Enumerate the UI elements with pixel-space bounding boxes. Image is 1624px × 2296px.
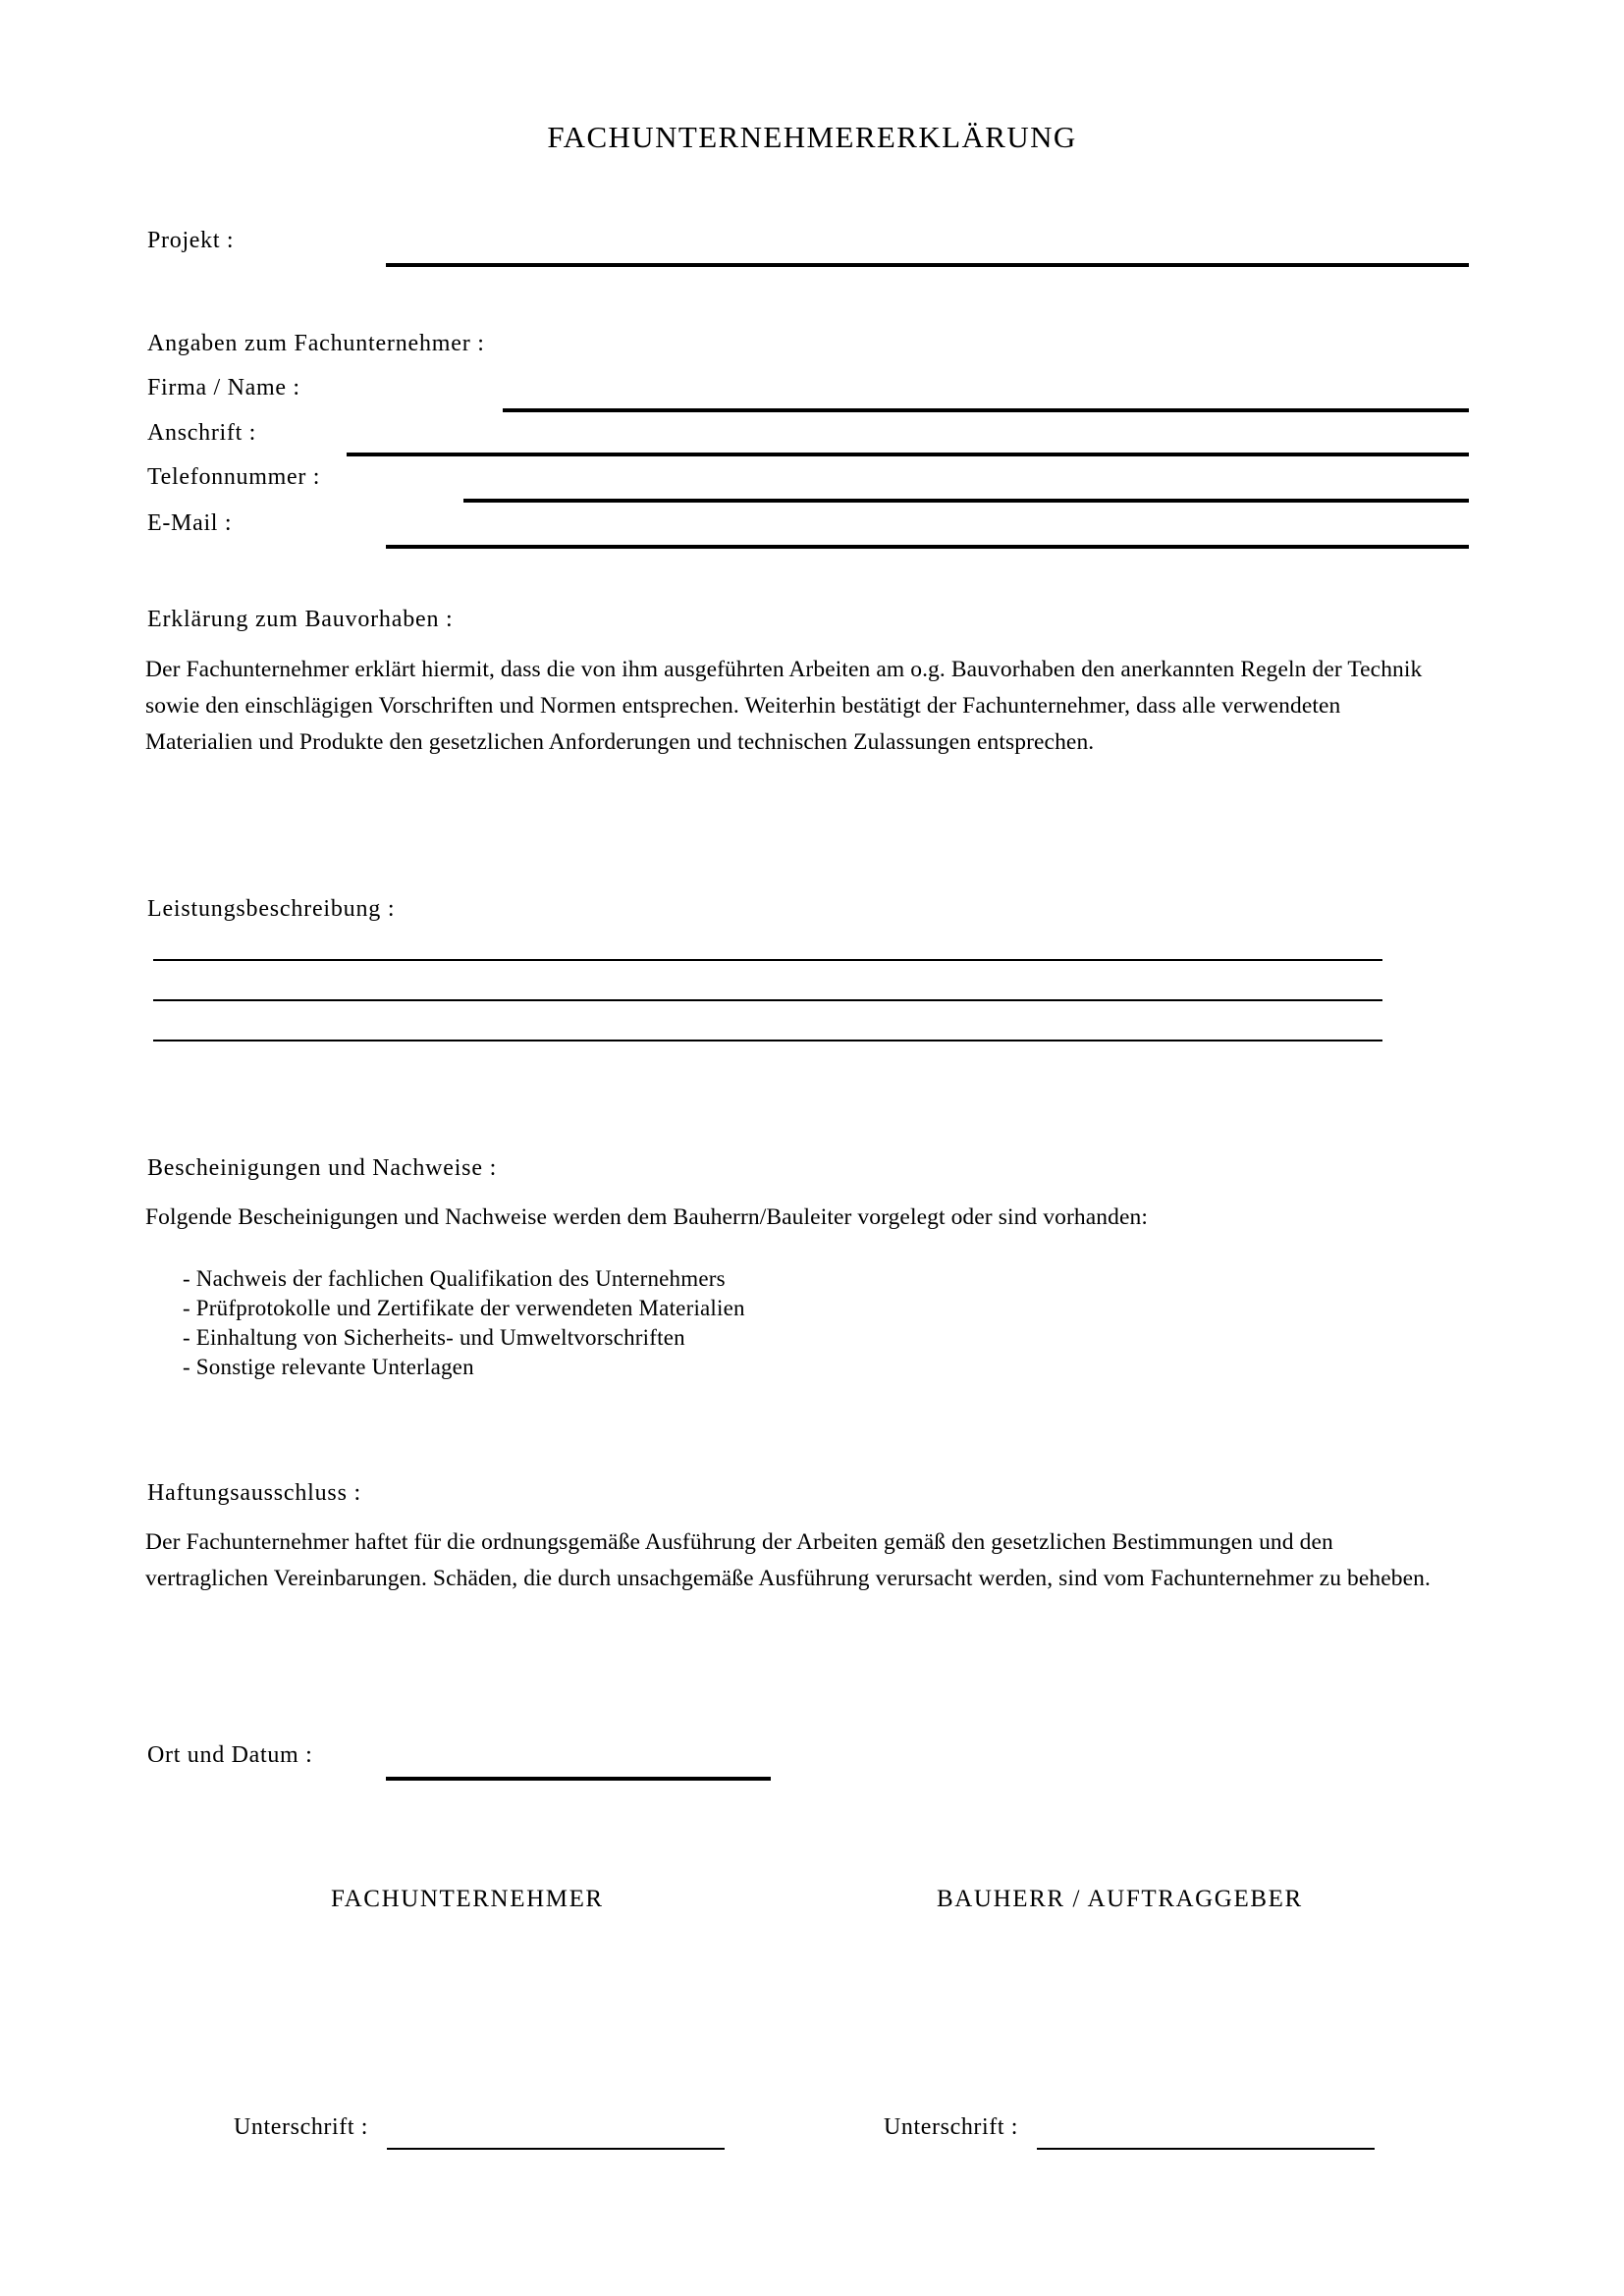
contractor-signature-label: Unterschrift : (234, 2114, 369, 2140)
page-title: FACHUNTERNEHMERERKLÄRUNG (547, 120, 1077, 154)
service-description-line-2[interactable] (153, 999, 1382, 1001)
certificates-list (183, 1264, 745, 1382)
certificates-heading: Bescheinigungen und Nachweise : (147, 1155, 498, 1181)
certificates-intro: Folgende Bescheinigungen und Nachweise werden dem Bauherrn/Bauleiter vorgelegt oder sind vorhanden: (145, 1204, 1148, 1230)
telefonnummer-label: Telefonnummer : (147, 464, 321, 490)
telefonnummer-input-rule[interactable] (463, 499, 1469, 503)
liability-body: Der Fachunternehmer haftet für die ordnungsgemäße Ausführung der Arbeiten gemäß den gesetzlichen Bestimmungen und den vertraglichen Vereinbarungen. Schäden, die durch unsachgemäße Ausführung verursacht werden, sind vom Fachunternehmer zu beheben. (145, 1529, 1431, 1591)
projekt-label: Projekt : (147, 228, 235, 253)
client-signature-label: Unterschrift : (884, 2114, 1019, 2140)
firma-name-input-rule[interactable] (503, 408, 1469, 412)
service-description-heading: Leistungsbeschreibung : (147, 896, 396, 922)
anschrift-label: Anschrift : (147, 420, 257, 446)
list-item: - Einhaltung von Sicherheits- und Umweltvorschriften (183, 1325, 685, 1350)
place-date-input-rule[interactable] (386, 1777, 771, 1781)
client-signature-rule[interactable] (1037, 2148, 1375, 2150)
anschrift-input-rule[interactable] (347, 453, 1469, 456)
list-item: - Prüfprotokolle und Zertifikate der verwendeten Materialien (183, 1296, 745, 1320)
list-item: - Sonstige relevante Unterlagen (183, 1355, 474, 1379)
projekt-input-rule[interactable] (386, 263, 1469, 267)
declaration-heading: Erklärung zum Bauvorhaben : (147, 607, 454, 632)
client-signature-heading: BAUHERR / AUFTRAGGEBER (937, 1886, 1303, 1912)
place-date-label: Ort und Datum : (147, 1742, 313, 1768)
list-item: - Nachweis der fachlichen Qualifikation des Unternehmers (183, 1266, 726, 1291)
email-label: E-Mail : (147, 510, 233, 536)
contractor-details-heading: Angaben zum Fachunternehmer : (147, 331, 485, 356)
liability-heading: Haftungsausschluss : (147, 1480, 361, 1506)
email-input-rule[interactable] (386, 545, 1469, 549)
service-description-line-1[interactable] (153, 959, 1382, 961)
contractor-signature-rule[interactable] (387, 2148, 725, 2150)
firma-name-label: Firma / Name : (147, 375, 300, 400)
declaration-body: Der Fachunternehmer erklärt hiermit, dass die von ihm ausgeführten Arbeiten am o.g. Bauvorhaben den anerkannten Regeln der Technik sowie den einschlägigen Vorschriften und Normen entsprechen. Weiterhin bestätigt der Fachunternehmer, dass alle verwendeten Materialien und Produkte den gesetzlichen Anforderungen und technischen Zulassungen entsprechen. (145, 657, 1423, 755)
service-description-line-3[interactable] (153, 1040, 1382, 1041)
contractor-signature-heading: FACHUNTERNEHMER (331, 1886, 604, 1912)
